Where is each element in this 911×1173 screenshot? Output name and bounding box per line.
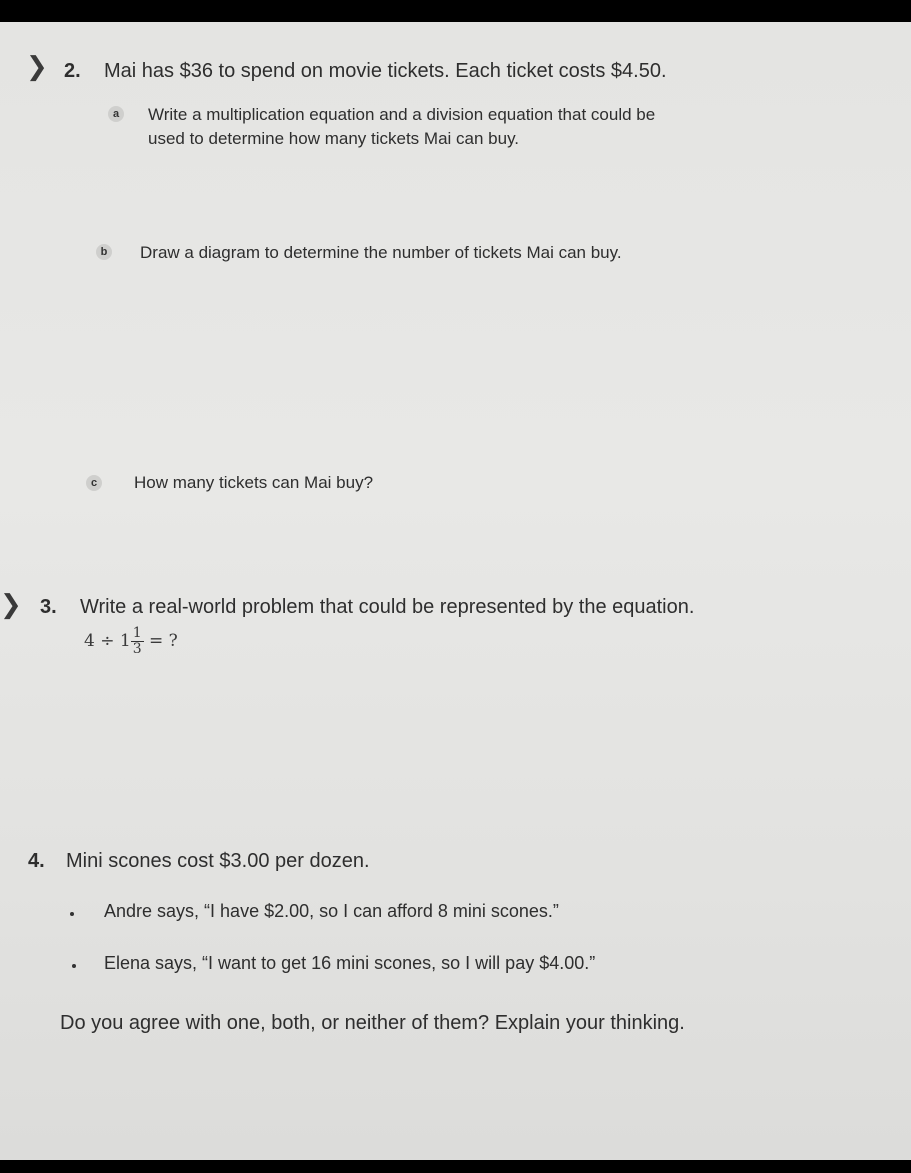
part-c-badge: c (86, 475, 102, 491)
bullet-dot (70, 912, 74, 916)
question-3-text: Write a real-world problem that could be represented by the equation. (80, 596, 695, 618)
question-4-text: Mini scones cost $3.00 per dozen. (66, 850, 370, 872)
question-3-number: 3. (40, 596, 57, 618)
fraction-denominator: 3 (132, 641, 142, 657)
chevron-right-icon: ❯ (0, 590, 22, 620)
equation-fraction (131, 626, 144, 657)
part-b-badge: b (96, 244, 112, 260)
chevron-right-icon: ❯ (26, 52, 48, 82)
part-a-badge: a (108, 106, 124, 122)
question-4-number: 4. (28, 850, 45, 872)
equation-left: 4 ÷ 1 (84, 631, 131, 651)
question-2-text: Mai has $36 to spend on movie tickets. Each ticket costs $4.50. (104, 60, 667, 82)
question-2-number: 2. (64, 60, 81, 82)
part-a-line2: used to determine how many tickets Mai can buy. (148, 129, 520, 148)
equation-right: = ? (149, 631, 178, 651)
part-c-text: How many tickets can Mai buy? (134, 473, 374, 492)
part-b-text: Draw a diagram to determine the number of tickets Mai can buy. (140, 243, 622, 262)
fraction-numerator: 1 (132, 625, 142, 641)
worksheet-page (0, 22, 911, 1160)
part-a-line1: Write a multiplication equation and a division equation that could be (148, 105, 656, 124)
elena-statement: Elena says, “I want to get 16 mini scones, so I will pay $4.00.” (104, 953, 596, 973)
bullet-dot (72, 964, 76, 968)
andre-statement: Andre says, “I have $2.00, so I can afford 8 mini scones.” (104, 901, 559, 921)
equation (84, 626, 178, 657)
question-4-prompt: Do you agree with one, both, or neither of them? Explain your thinking. (60, 1012, 685, 1034)
